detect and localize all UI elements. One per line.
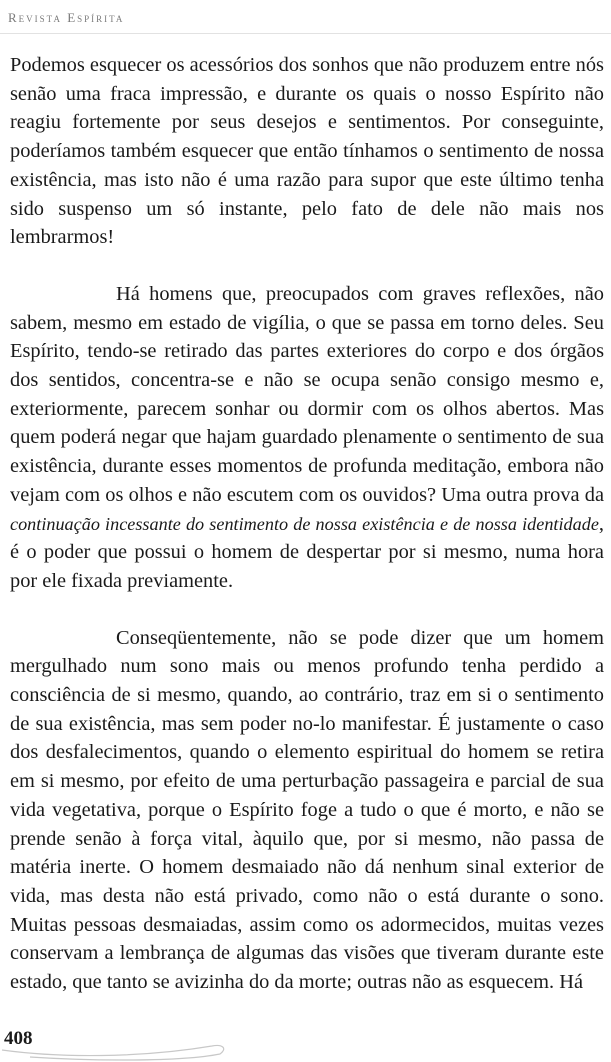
paragraph-2-text-before: Há homens que, preocupados com graves reflexões, não sabem, mesmo em estado de vigília, o que se passa em torno deles. Seu Espírito, tendo-se retirado das partes exteriores do corpo e dos órgãos dos sentidos, concentra-se e não se ocupa senão consigo mesmo e, exteriormente, parecem sonhar ou dormir com os olhos abertos. Mas quem poderá negar que hajam guardado plenamente o sentimento de sua existência, durante esses momentos de profunda meditação, embora não vejam com os olhos e não escutem com os ouvidos? Uma outra prova da [10, 282, 604, 506]
paragraph-3: Conseqüentemente, não se pode dizer que um homem mergulhado num sono mais ou menos profundo tenha perdido a consciência de si mesmo, quando, ao contrário, traz em si o sentimento de sua existência, mas sem poder no-lo manifestar. É justamente o caso dos desfalecimentos, quando o elemento espiritual do homem se retira em si mesmo, por efeito de uma perturbação passageira e parcial de sua vida vegetativa, porque o Espírito foge a tudo o que é morto, e não se prende senão à força vital, àquilo que, por si mesmo, não passa de matéria inerte. O homem desmaiado não dá nenhum sinal exterior de vida, mas desta não está privado, como não o está durante o sono. Muitas pessoas desmaiadas, assim como os adormecidos, muitas vezes conservam a lembrança de algumas das visões que tiveram durante este estado, que tanto se avizinha do da morte; outras não as esquecem. Há [10, 626, 604, 994]
page-number: 408 [4, 1028, 33, 1049]
paragraph-2-text-after: , é o poder que possui o homem de despertar por si mesmo, numa hora por ele fixada previamente. [10, 512, 604, 592]
page-body [10, 51, 604, 997]
paragraph-2-italic-phrase: continuação incessante do sentimento de nossa existência e de nossa identidade [10, 513, 599, 534]
page-number-ornament [0, 1028, 240, 1062]
paragraph-1: Podemos esquecer os acessórios dos sonhos que não produzem entre nós senão uma fraca impressão, e durante os quais o nosso Espírito não reagiu fortemente por seus desejos e sentimentos. Por conseguinte, poderíamos também esquecer que então tínhamos o sentimento de nossa existência, mas isto não é uma razão para supor que este último tenha sido suspenso um só instante, pelo fato de dele não mais nos lembrarmos! [10, 54, 604, 249]
header-divider [0, 33, 611, 34]
paragraph-2 [10, 280, 604, 596]
running-header: Revista Espírita [8, 10, 125, 25]
